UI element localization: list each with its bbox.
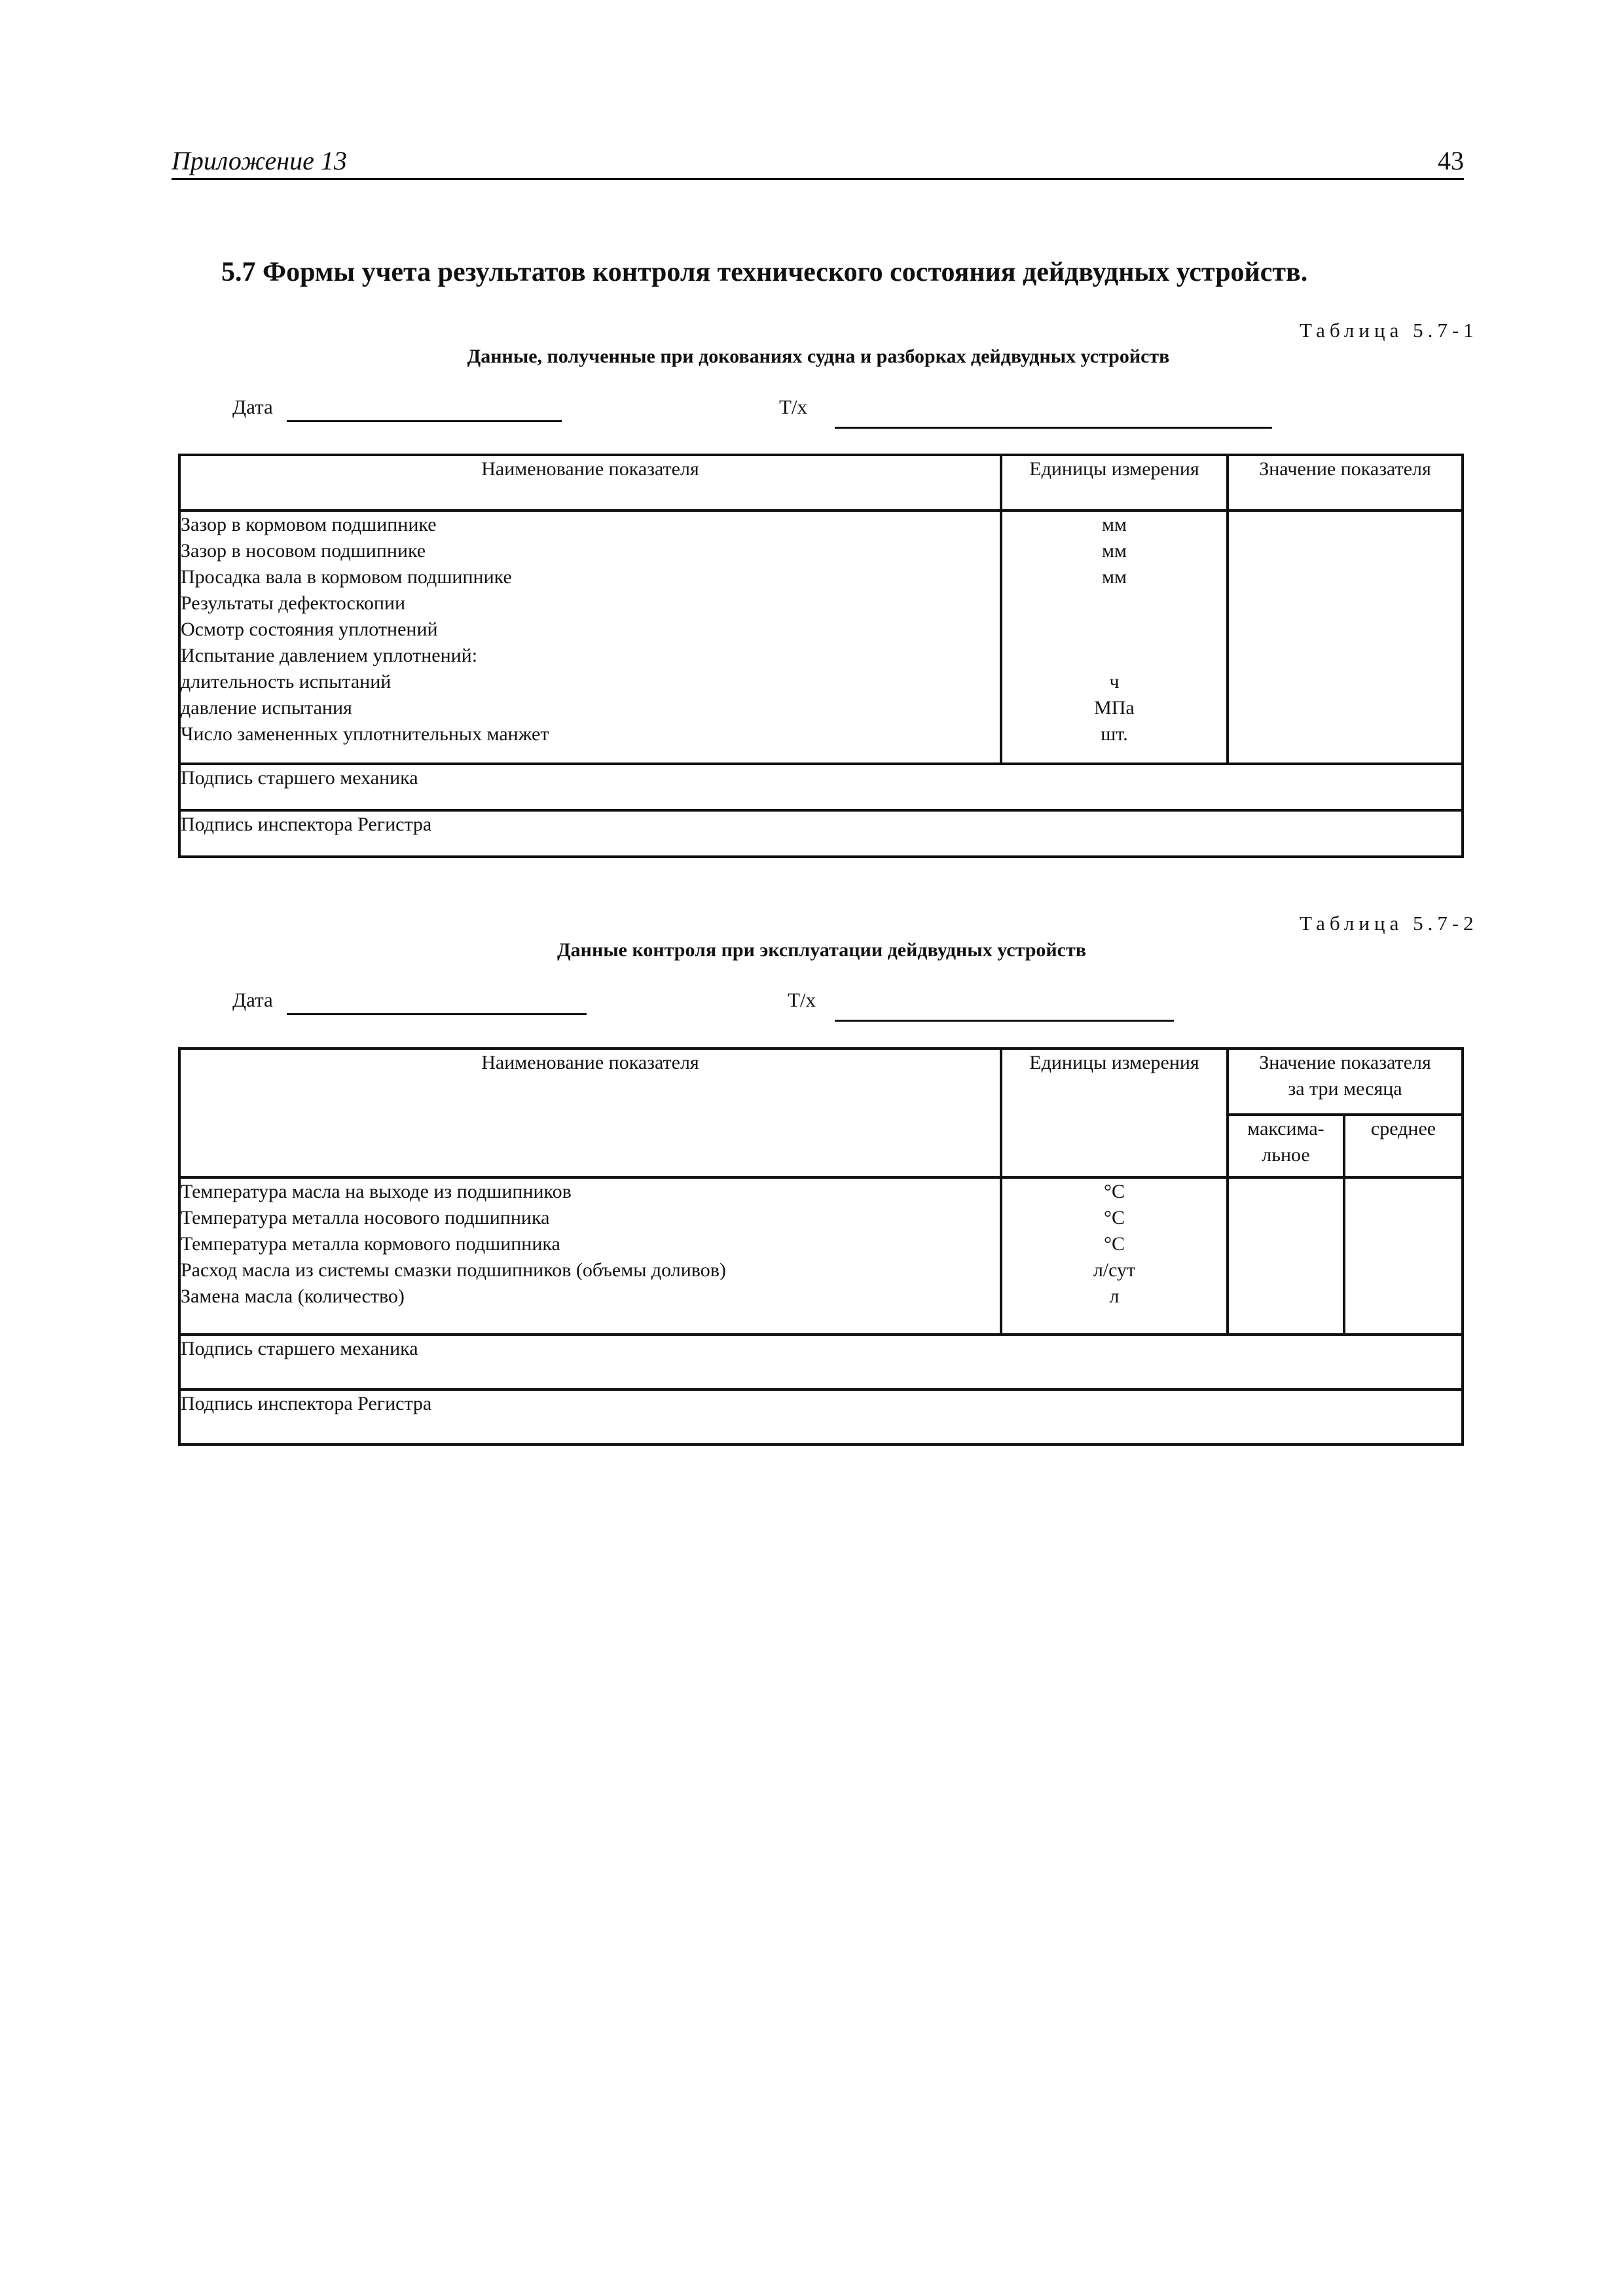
- table2-label: Таблица 5.7-2: [1300, 912, 1478, 935]
- table2-row-name: Температура металла кормового подшипника: [181, 1233, 560, 1255]
- table2-date-label: Дата: [232, 988, 273, 1011]
- table1: [178, 454, 1464, 858]
- table1-col-units: Единицы измерения: [1001, 455, 1228, 511]
- table1-row-name: Зазор в носовом подшипнике: [181, 540, 426, 562]
- table1-row-name: Испытание давлением уплотнений:: [181, 645, 478, 666]
- table1-sign-chief[interactable]: Подпись старшего механика: [179, 764, 1463, 810]
- header-rule: [172, 178, 1464, 180]
- table2-max-cell[interactable]: [1228, 1177, 1344, 1335]
- table2-units-cell: [1001, 1177, 1228, 1335]
- table1-col-name: Наименование показателя: [179, 455, 1001, 511]
- table1-vessel-label: Т/х: [779, 395, 808, 418]
- table1-row-name: Число замененных уплотнительных манжет: [181, 723, 549, 745]
- table2-col-units: Единицы измерения: [1001, 1049, 1228, 1177]
- table2-row-unit: °С: [1103, 1233, 1125, 1255]
- table2-date-line[interactable]: [287, 1013, 587, 1015]
- table1-sign-inspector[interactable]: Подпись инспектора Регистра: [179, 810, 1463, 857]
- table2-row-unit: л: [1109, 1285, 1120, 1307]
- table2-vessel-line[interactable]: [835, 1020, 1174, 1022]
- table1-row-unit: мм: [1102, 514, 1127, 535]
- table1-row-name: Результаты дефектоскопии: [181, 592, 406, 614]
- table1-date-line[interactable]: [287, 420, 562, 422]
- table2-names-cell: [179, 1177, 1001, 1335]
- table2-caption: Данные контроля при эксплуатации дейдвудных устройств: [557, 939, 1086, 961]
- table2-col-value-line1: Значение показателя: [1259, 1052, 1431, 1073]
- table1-row-unit: МПа: [1094, 697, 1135, 719]
- table1-row-unit: шт.: [1101, 723, 1128, 745]
- table1-row-unit: мм: [1102, 540, 1127, 562]
- table1-row-unit: [1002, 617, 1226, 643]
- table2: [178, 1047, 1464, 1446]
- table1-units-cell: [1001, 511, 1228, 764]
- table2-row-name: Температура масла на выходе из подшипников: [181, 1181, 572, 1202]
- table1-row-name: Зазор в кормовом подшипнике: [181, 514, 437, 535]
- table1-row-name: длительность испытаний: [181, 671, 392, 692]
- table1-col-value: Значение показателя: [1228, 455, 1463, 511]
- table1-row-unit: мм: [1102, 566, 1127, 588]
- table2-vessel-label: Т/х: [788, 988, 816, 1011]
- table2-row-name: Температура металла носового подшипника: [181, 1207, 550, 1229]
- table1-value-cell[interactable]: [1228, 511, 1463, 764]
- table2-row-unit: °С: [1103, 1181, 1125, 1202]
- table1-vessel-line[interactable]: [835, 427, 1272, 429]
- table1-row-name: Осмотр состояния уплотнений: [181, 619, 438, 640]
- table2-row-unit: л/сут: [1093, 1259, 1136, 1281]
- table2-col-avg: среднее: [1344, 1115, 1463, 1177]
- table1-row-unit: ч: [1109, 671, 1120, 692]
- table1-names-cell: [179, 511, 1001, 764]
- table2-col-max-line2: льное: [1262, 1144, 1310, 1166]
- table2-avg-cell[interactable]: [1344, 1177, 1463, 1335]
- table1-row-name: Просадка вала в кормовом подшипнике: [181, 566, 512, 588]
- table2-sign-inspector[interactable]: Подпись инспектора Регистра: [179, 1390, 1463, 1444]
- table2-row-name: Расход масла из системы смазки подшипников (объемы доливов): [181, 1259, 726, 1281]
- table2-sign-chief[interactable]: Подпись старшего механика: [179, 1335, 1463, 1390]
- table1-row-unit: [1002, 590, 1226, 617]
- table2-row-unit: °С: [1103, 1207, 1125, 1229]
- table1-date-label: Дата: [232, 395, 273, 418]
- table2-col-name: Наименование показателя: [179, 1049, 1001, 1177]
- table1-row-unit: [1002, 643, 1226, 669]
- table1-caption: Данные, полученные при докованиях судна и разборках дейдвудных устройств: [467, 346, 1170, 367]
- table2-col-value: [1228, 1049, 1463, 1115]
- section-title: 5.7 Формы учета результатов контроля технического состояния дейдвудных устройств.: [221, 257, 1308, 287]
- table2-col-value-line2: за три месяца: [1288, 1078, 1402, 1100]
- appendix-title: Приложение 13: [172, 146, 347, 175]
- table2-row-name: Замена масла (количество): [181, 1285, 405, 1307]
- table1-row-name: давление испытания: [181, 697, 352, 719]
- table2-col-max-line1: максима-: [1247, 1118, 1324, 1139]
- page-number: 43: [1438, 146, 1464, 175]
- table2-col-max: [1228, 1115, 1344, 1177]
- table1-label: Таблица 5.7-1: [1300, 319, 1478, 342]
